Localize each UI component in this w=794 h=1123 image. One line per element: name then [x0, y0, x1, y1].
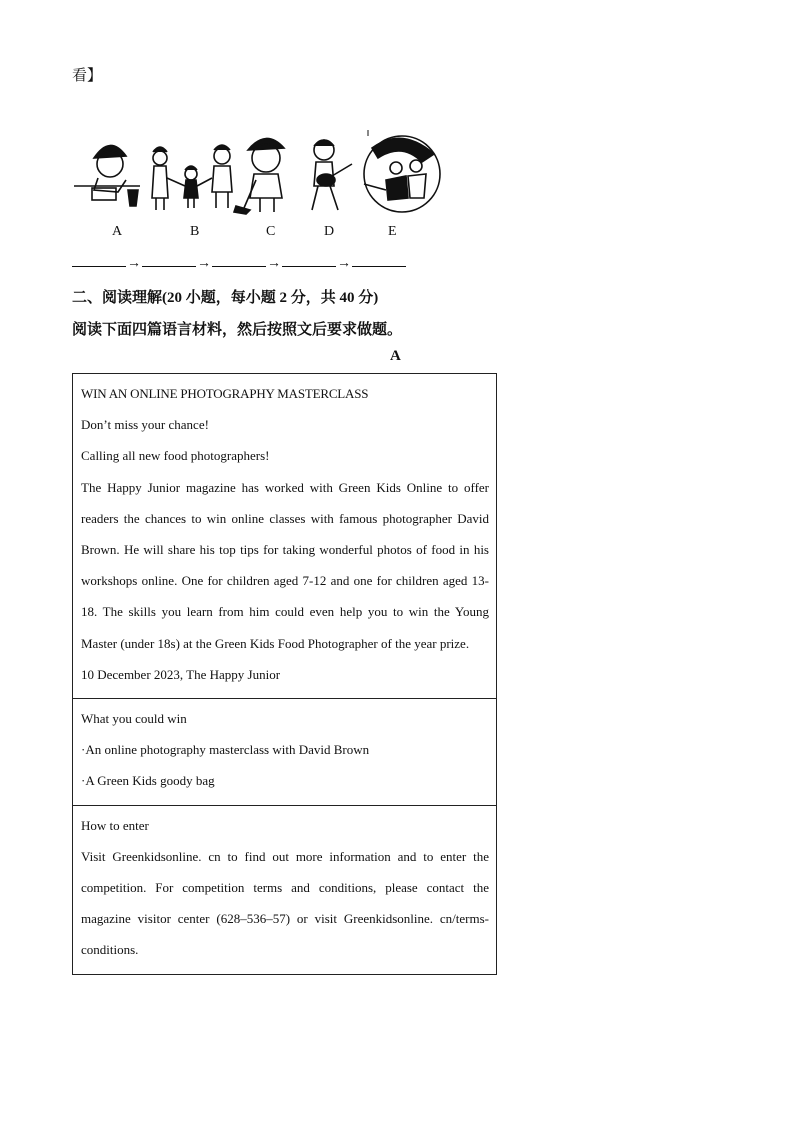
picture-b-family [152, 145, 232, 210]
picture-e-friends-photo [364, 136, 440, 212]
enter-body: Visit Greenkidsonline. cn to find out more information and to enter the competition. For competition terms and conditions, please contact the magazine visitor center (628–536–57) or visit Greenkidsonline. cn/terms-conditions. [81, 848, 489, 958]
ad-intro-cell [73, 374, 496, 698]
enter-heading: How to enter [81, 817, 149, 833]
ad-line-chance: Don’t miss your chance! [81, 417, 209, 433]
continuation-text: 看】 [72, 68, 103, 84]
arrow-icon: → [337, 256, 351, 271]
answer-blank[interactable] [282, 256, 336, 267]
picture-label-a: A [112, 224, 123, 239]
answer-blank[interactable] [212, 256, 266, 267]
answer-blank[interactable] [142, 256, 196, 267]
ad-headline: WIN AN ONLINE PHOTOGRAPHY MASTERCLASS [81, 386, 369, 401]
picture-sequence [72, 128, 442, 228]
prize-item: ·An online photography masterclass with David Brown [81, 742, 370, 758]
picture-d-child-guitar [312, 140, 352, 210]
arrow-icon: → [127, 256, 141, 271]
arrow-icon: → [197, 256, 211, 271]
picture-label-d: D [324, 224, 335, 239]
picture-label-b: B [190, 224, 200, 239]
prizes-heading: What you could win [81, 711, 187, 727]
ad-line-calling: Calling all new food photographers! [81, 448, 270, 464]
picture-a-student-writing [74, 145, 140, 206]
how-to-enter-cell [73, 805, 496, 974]
section-instruction: 阅读下面四篇语言材料，然后按照文后要求做题。 [72, 322, 403, 338]
answer-blank[interactable] [352, 256, 406, 267]
arrow-icon: → [267, 256, 281, 271]
prizes-cell [73, 698, 496, 805]
sequence-answer-blanks [72, 256, 406, 272]
advertisement-box [72, 373, 497, 975]
picture-label-e: E [388, 224, 397, 239]
picture-label-c: C [266, 224, 276, 239]
ad-dateline: 10 December 2023, The Happy Junior [81, 666, 281, 682]
ad-body: The Happy Junior magazine has worked with Green Kids Online to offer readers the chances to win online classes with famous photographer David Brown. He will share his top tips for taking wonderful photos of food in his workshops online. One for children aged 7-12 and one for children aged 13-18. The skills you learn from him could even help you to win the Young Master (under 18s) at the Green Kids Food Photographer of the year prize. [81, 479, 489, 651]
section-title: 二、阅读理解(20 小题，每小题 2 分，共 40 分) [72, 290, 379, 306]
prize-item: ·A Green Kids goody bag [81, 773, 215, 789]
passage-label: A [390, 348, 401, 364]
picture-c-child-sweeping [234, 138, 284, 214]
answer-blank[interactable] [72, 256, 126, 267]
